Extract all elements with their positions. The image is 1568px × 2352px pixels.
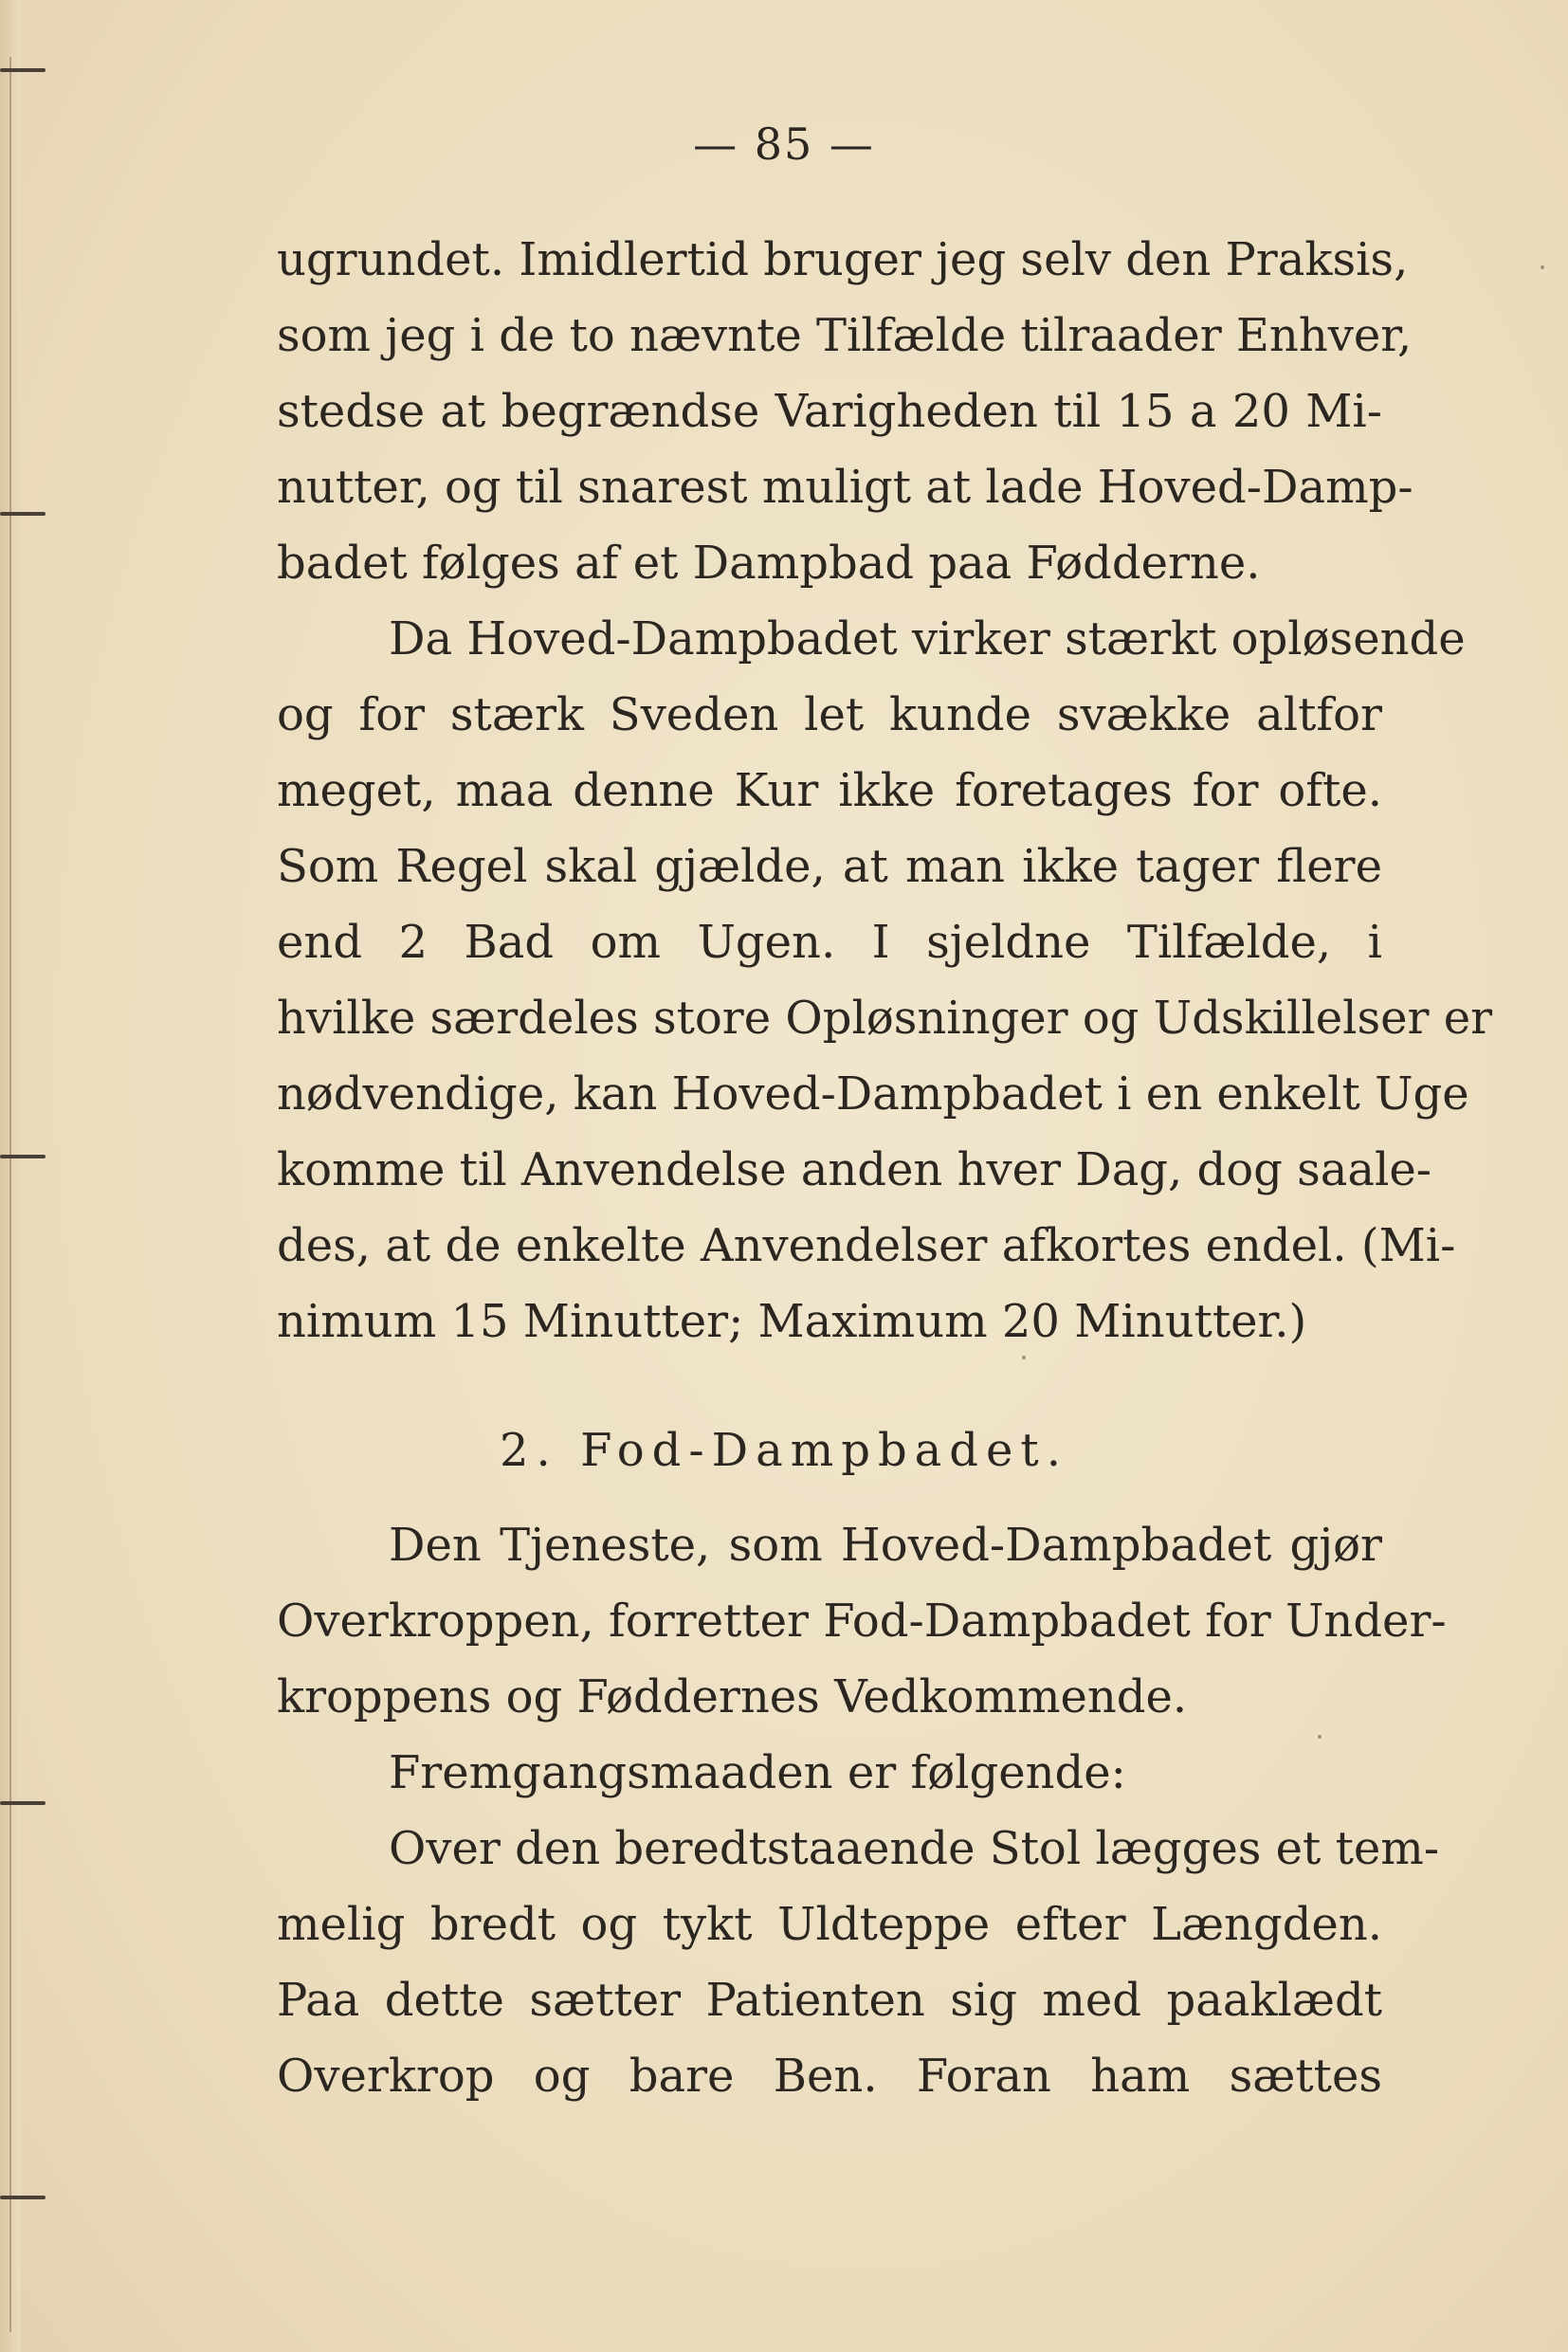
binding-thread-mark	[0, 1801, 46, 1805]
text-line: ugrundet. Imidlertid bruger jeg selv den Praksis,	[277, 233, 1409, 286]
text-line: nimum 15 Minutter; Maximum 20 Minutter.)	[277, 1295, 1307, 1348]
text-line: Paa dette sætter Patienten sig med paaklædt	[277, 1974, 1382, 2027]
text-line: kroppens og Føddernes Vedkommende.	[277, 1670, 1188, 1723]
text-line: end 2 Bad om Ugen. I sjeldne Tilfælde, i	[277, 916, 1382, 969]
text-line: Fremgangsmaaden er følgende:	[389, 1746, 1126, 1799]
text-line: Over den beredtstaaende Stol lægges et tem-	[389, 1822, 1440, 1875]
text-line: Overkrop og bare Ben. Foran ham sættes	[277, 2050, 1382, 2103]
section-heading: 2. Fod-Dampbadet.	[500, 1424, 1068, 1477]
text-line: nødvendige, kan Hoved-Dampbadet i en enkelt Uge	[277, 1067, 1469, 1121]
text-line: Da Hoved-Dampbadet virker stærkt opløsende	[389, 612, 1466, 665]
text-line: nutter, og til snarest muligt at lade Hoved-Damp-	[277, 461, 1413, 514]
paper-speck	[1541, 265, 1544, 269]
binding-thread-mark	[0, 512, 46, 516]
text-line: komme til Anvendelse anden hver Dag, dog saale-	[277, 1143, 1431, 1196]
text-line: og for stærk Sveden let kunde svække altfor	[277, 688, 1382, 741]
text-line: Overkroppen, forretter Fod-Dampbadet for Under-	[277, 1595, 1447, 1648]
page-number: — 85 —	[693, 119, 875, 170]
binding-line	[9, 57, 11, 2332]
text-line: som jeg i de to nævnte Tilfælde tilraader Enhver,	[277, 309, 1413, 362]
text-line: hvilke særdeles store Opløsninger og Udskillelser er	[277, 992, 1493, 1045]
text-line: Den Tjeneste, som Hoved-Dampbadet gjør	[389, 1519, 1382, 1572]
binding-thread-mark	[0, 1155, 46, 1158]
text-line: badet følges af et Dampbad paa Fødderne.	[277, 537, 1261, 590]
text-line: melig bredt og tykt Uldteppe efter Længden.	[277, 1898, 1382, 1951]
text-line: des, at de enkelte Anvendelser afkortes endel. (Mi-	[277, 1219, 1456, 1272]
binding-thread-mark	[0, 2196, 46, 2199]
text-line: Som Regel skal gjælde, at man ikke tager flere	[277, 840, 1382, 893]
text-line: stedse at begrændse Varigheden til 15 a 20 Mi-	[277, 385, 1382, 438]
binding-thread-mark	[0, 68, 46, 72]
text-line: meget, maa denne Kur ikke foretages for ofte.	[277, 764, 1382, 817]
